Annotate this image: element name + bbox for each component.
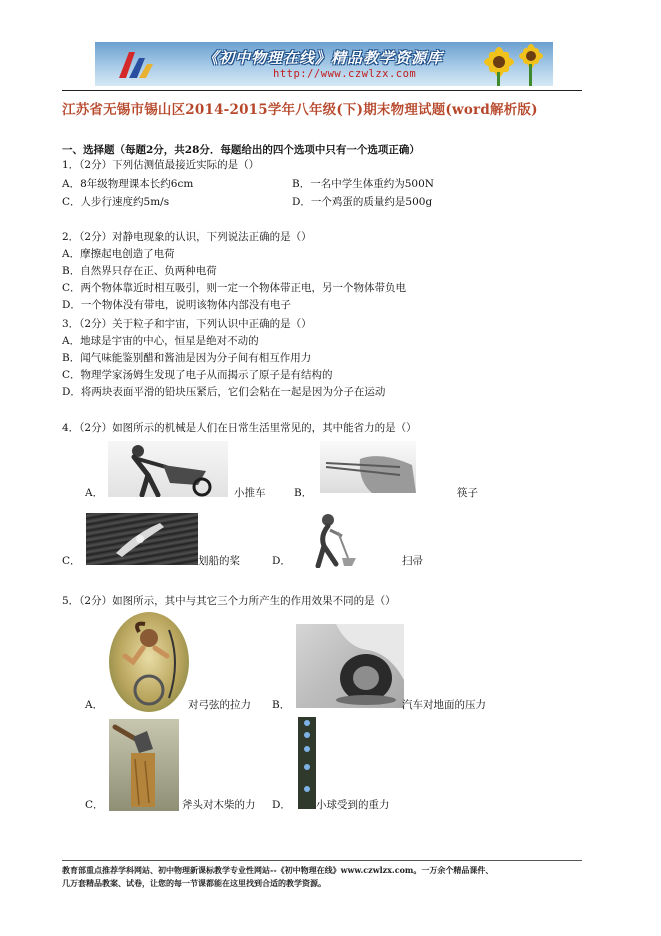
question-3-option-c: C．物理学家汤姆生发现了电子从而揭示了原子是有结构的 [62,369,333,381]
question-1-option-a: A．8年级物理课本长约6cm [62,178,194,190]
header-rule [62,90,582,91]
question-4-option-a-caption: 小推车 [234,487,266,499]
question-2-option-a: A．摩擦起电创造了电荷 [62,248,175,260]
broom-image [298,512,370,568]
question-2-stem: 2．（2分）对静电现象的认识，下列说法正确的是（） [62,231,312,243]
section-heading: 一、选择题（每题2分，共28分．每题给出的四个选项中只有一个选项正确） [62,144,420,156]
wheelbarrow-image [108,441,228,497]
question-5-stem: 5．（2分）如图所示，其中与其它三个力所产生的作用效果不同的是（） [62,595,396,607]
footer-line-2: 几万套精品教案、试卷，让您的每一节课都能在这里找到合适的教学资源。 [62,878,326,888]
question-1-option-b: B．一名中学生体重约为500N [292,178,434,190]
question-4-option-b-caption: 筷子 [457,487,478,499]
question-3-option-d: D．将两块表面平滑的铅块压紧后，它们会粘在一起是因为分子在运动 [62,386,386,398]
footer-line-1: 教育部重点推荐学科网站、初中物理新课标教学专业性网站--《初中物理在线》www.czwlzx.com。一万余个精品课件、 [62,865,494,875]
question-1-option-d: D．一个鸡蛋的质量约是500g [292,196,433,208]
axe-image [109,719,179,811]
question-5-option-a-letter: A． [85,699,104,711]
header-banner [95,42,553,86]
question-1-stem: 1．（2分）下列估测值最接近实际的是（） [62,159,260,171]
banner-brand: 《初中物理在线》精品教学资源库 [203,49,444,67]
banner-url: http://www.czwlzx.com [273,68,417,80]
question-4-option-b-letter: B． [294,487,313,499]
question-4-option-c-caption: 划船的桨 [198,555,240,567]
sunflower-icon [477,42,547,86]
question-5-option-b-caption: 汽车对地面的压力 [402,699,486,711]
question-5-option-c-letter: C． [85,799,104,811]
question-4-option-a-letter: A． [85,487,104,499]
brand-logo-icon [113,46,155,82]
question-3-option-a: A．地球是宇宙的中心，恒星是绝对不动的 [62,335,259,347]
archery-image [109,612,189,712]
question-2-option-d: D．一个物体没有带电，说明该物体内部没有电子 [62,299,291,311]
question-5-option-a-caption: 对弓弦的拉力 [188,699,251,711]
footer-rule [62,860,582,861]
question-3-option-b: B．闻气味能鉴别醋和酱油是因为分子间有相互作用力 [62,352,312,364]
question-4-option-d-caption: 扫帚 [402,555,423,567]
rowing-oar-image [86,513,198,565]
question-5-option-b-letter: B． [272,699,291,711]
question-4-stem: 4．（2分）如图所示的机械是人们在日常生活里常见的，其中能省力的是（） [62,422,417,434]
falling-ball-image [298,717,316,809]
question-1-option-c: C．人步行速度约5m/s [62,196,170,208]
question-4-option-c-letter: C． [62,555,81,567]
question-3-stem: 3．（2分）关于粒子和宇宙，下列认识中正确的是（） [62,318,312,330]
question-5-option-d-letter: D． [272,799,291,811]
chopsticks-image [320,441,416,493]
car-tire-image [296,624,404,708]
question-4-option-d-letter: D． [272,555,291,567]
document-title: 江苏省无锡市锡山区2014-2015学年八年级(下)期末物理试题(word解析版) [62,102,538,118]
question-5-option-d-caption: 小球受到的重力 [316,799,390,811]
question-2-option-c: C．两个物体靠近时相互吸引，则一定一个物体带正电，另一个物体带负电 [62,282,407,294]
question-5-option-c-caption: 斧头对木柴的力 [182,799,256,811]
question-2-option-b: B．自然界只存在正、负两种电荷 [62,265,217,277]
